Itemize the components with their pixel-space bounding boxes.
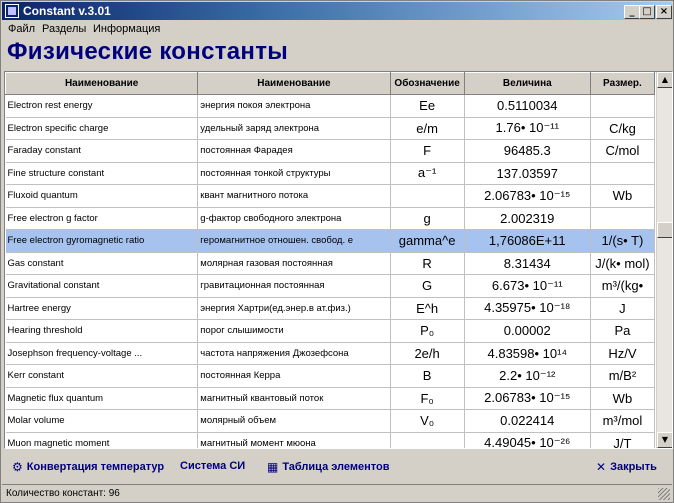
- page-title: Физические константы: [7, 38, 289, 65]
- cell-symbol[interactable]: R: [390, 252, 464, 275]
- cell-value[interactable]: 6.673• 10⁻¹¹: [464, 275, 590, 298]
- table-row[interactable]: [6, 95, 655, 118]
- cell-unit[interactable]: [590, 95, 654, 118]
- col-header-name-en[interactable]: Наименование: [6, 73, 198, 95]
- close-label: Закрыть: [610, 461, 657, 473]
- cell-name-en[interactable]: Fine structure constant: [6, 162, 198, 185]
- cell-symbol[interactable]: [390, 432, 464, 449]
- cell-unit[interactable]: m/B²: [590, 365, 654, 388]
- cell-value[interactable]: 137.03597: [464, 162, 590, 185]
- table-row[interactable]: [6, 387, 655, 410]
- cell-name-en[interactable]: Muon magnetic moment: [6, 432, 198, 449]
- convert-temperature-button[interactable]: [12, 460, 164, 474]
- cell-value[interactable]: 0.00002: [464, 320, 590, 343]
- cell-name-en[interactable]: Gas constant: [6, 252, 198, 275]
- cell-symbol[interactable]: e/m: [390, 117, 464, 140]
- si-system-button[interactable]: [180, 460, 245, 472]
- cell-unit[interactable]: J/(k• mol): [590, 252, 654, 275]
- table-row[interactable]: [6, 252, 655, 275]
- resize-grip-icon[interactable]: [658, 488, 670, 500]
- cell-value[interactable]: 4.83598• 10¹⁴: [464, 342, 590, 365]
- cell-value[interactable]: 96485.3: [464, 140, 590, 163]
- status-bar: [2, 484, 672, 502]
- table-row[interactable]: [6, 117, 655, 140]
- col-header-value[interactable]: Величина: [464, 73, 590, 95]
- cell-unit[interactable]: [590, 162, 654, 185]
- title-bar[interactable]: [2, 2, 672, 20]
- cell-unit[interactable]: m³/(kg•: [590, 275, 654, 298]
- cell-unit[interactable]: J/T: [590, 432, 654, 449]
- cell-unit[interactable]: C/mol: [590, 140, 654, 163]
- cell-symbol[interactable]: V₀: [390, 410, 464, 433]
- cell-name-ru[interactable]: молярная газовая постоянная: [198, 252, 390, 275]
- table-row[interactable]: [6, 275, 655, 298]
- scroll-thumb[interactable]: [657, 222, 673, 238]
- cell-value[interactable]: 0.5110034: [464, 95, 590, 118]
- cell-symbol[interactable]: G: [390, 275, 464, 298]
- cell-value[interactable]: 2.06783• 10⁻¹⁵: [464, 387, 590, 410]
- convert-temperature-label: Конвертация температур: [26, 461, 165, 473]
- table-row[interactable]: [6, 230, 655, 253]
- menu-info[interactable]: Информация: [93, 23, 161, 35]
- col-header-symbol[interactable]: Обозначение: [390, 73, 464, 95]
- col-header-unit[interactable]: Размер.: [590, 73, 654, 95]
- elements-table-label: Таблица элементов: [282, 461, 390, 473]
- cell-unit[interactable]: J: [590, 297, 654, 320]
- cell-name-ru[interactable]: магнитный квантовый поток: [198, 387, 390, 410]
- table-row[interactable]: [6, 207, 655, 230]
- cell-name-ru[interactable]: постоянная тонкой структуры: [198, 162, 390, 185]
- cell-name-en[interactable]: Josephson frequency-voltage ...: [6, 342, 198, 365]
- cell-name-en[interactable]: Fluxoid quantum: [6, 185, 198, 208]
- close-button[interactable]: [596, 460, 657, 474]
- cell-unit[interactable]: Pa: [590, 320, 654, 343]
- close-icon: ✕: [596, 460, 607, 474]
- cell-value[interactable]: 2.06783• 10⁻¹⁵: [464, 185, 590, 208]
- cell-value[interactable]: 1,76086E+11: [464, 230, 590, 253]
- cell-name-ru[interactable]: g-фактор свободного электрона: [198, 207, 390, 230]
- cell-symbol[interactable]: g: [390, 207, 464, 230]
- cell-name-ru[interactable]: энергия покоя электрона: [198, 95, 390, 118]
- cell-name-en[interactable]: Electron rest energy: [6, 95, 198, 118]
- cell-name-en[interactable]: Electron specific charge: [6, 117, 198, 140]
- scroll-down-icon[interactable]: ▼: [657, 432, 673, 448]
- cell-value[interactable]: 0.022414: [464, 410, 590, 433]
- bottom-toolbar: [2, 453, 672, 483]
- cell-unit[interactable]: Hz/V: [590, 342, 654, 365]
- cell-name-ru[interactable]: квант магнитного потока: [198, 185, 390, 208]
- cell-symbol[interactable]: gamma^e: [390, 230, 464, 253]
- elements-table-button[interactable]: [267, 460, 390, 474]
- cell-unit[interactable]: m³/mol: [590, 410, 654, 433]
- cell-symbol[interactable]: Ee: [390, 95, 464, 118]
- table-row[interactable]: [6, 432, 655, 449]
- cell-value[interactable]: 2.002319: [464, 207, 590, 230]
- table-row[interactable]: [6, 365, 655, 388]
- cell-name-ru[interactable]: молярный объем: [198, 410, 390, 433]
- table-row[interactable]: [6, 342, 655, 365]
- cell-unit[interactable]: Wb: [590, 185, 654, 208]
- cell-value[interactable]: 4.35975• 10⁻¹⁸: [464, 297, 590, 320]
- vertical-scrollbar[interactable]: [656, 72, 672, 448]
- cell-symbol[interactable]: F: [390, 140, 464, 163]
- header-row: [6, 73, 655, 95]
- menu-bar: [2, 20, 672, 38]
- cell-name-ru[interactable]: постоянная Фарадея: [198, 140, 390, 163]
- cell-name-ru[interactable]: частота напряжения Джозефсона: [198, 342, 390, 365]
- cell-unit[interactable]: C/kg: [590, 117, 654, 140]
- table-row[interactable]: [6, 140, 655, 163]
- cell-name-en[interactable]: Gravitational constant: [6, 275, 198, 298]
- cell-symbol[interactable]: E^h: [390, 297, 464, 320]
- cell-name-en[interactable]: Hartree energy: [6, 297, 198, 320]
- menu-sections[interactable]: Разделы: [42, 23, 87, 35]
- cell-symbol[interactable]: B: [390, 365, 464, 388]
- table-row[interactable]: [6, 410, 655, 433]
- table-row[interactable]: [6, 297, 655, 320]
- table-row[interactable]: [6, 320, 655, 343]
- cell-name-ru[interactable]: геромагнитное отношен. свобод. е: [198, 230, 390, 253]
- cell-value[interactable]: 8.31434: [464, 252, 590, 275]
- cell-value[interactable]: 4.49045• 10⁻²⁶: [464, 432, 590, 449]
- window-title: Constant v.3.01: [23, 4, 111, 18]
- cell-value[interactable]: 1.76• 10⁻¹¹: [464, 117, 590, 140]
- constants-count: Количество констант: 96: [6, 488, 120, 499]
- thermometer-icon: ⚙: [12, 460, 23, 474]
- cell-name-ru[interactable]: удельный заряд электрона: [198, 117, 390, 140]
- cell-name-en[interactable]: Hearing threshold: [6, 320, 198, 343]
- cell-name-en[interactable]: Free electron gyromagnetic ratio: [6, 230, 198, 253]
- cell-symbol[interactable]: a⁻¹: [390, 162, 464, 185]
- cell-value[interactable]: 2.2• 10⁻¹²: [464, 365, 590, 388]
- maximize-button[interactable]: □: [639, 5, 655, 19]
- cell-symbol[interactable]: [390, 185, 464, 208]
- cell-name-en[interactable]: Kerr constant: [6, 365, 198, 388]
- cell-unit[interactable]: [590, 207, 654, 230]
- cell-name-en[interactable]: Magnetic flux quantum: [6, 387, 198, 410]
- constants-table: [5, 72, 655, 449]
- cell-name-en[interactable]: Faraday constant: [6, 140, 198, 163]
- cell-name-ru[interactable]: постоянная Керра: [198, 365, 390, 388]
- si-system-label: Система СИ: [180, 460, 246, 472]
- menu-file[interactable]: Файл: [8, 23, 36, 35]
- table-row[interactable]: [6, 162, 655, 185]
- constants-grid[interactable]: [4, 71, 673, 449]
- cell-unit[interactable]: 1/(s• T): [590, 230, 654, 253]
- cell-symbol[interactable]: F₀: [390, 387, 464, 410]
- close-window-button[interactable]: ×: [656, 5, 672, 19]
- cell-symbol[interactable]: 2e/h: [390, 342, 464, 365]
- scroll-up-icon[interactable]: ▲: [657, 72, 673, 88]
- col-header-name-ru[interactable]: Наименование: [198, 73, 390, 95]
- table-icon: ▦: [267, 460, 279, 474]
- table-row[interactable]: [6, 185, 655, 208]
- cell-name-ru[interactable]: магнитный момент мюона: [198, 432, 390, 449]
- app-icon[interactable]: [5, 4, 19, 18]
- cell-unit[interactable]: Wb: [590, 387, 654, 410]
- cell-name-ru[interactable]: порог слышимости: [198, 320, 390, 343]
- cell-name-en[interactable]: Free electron g factor: [6, 207, 198, 230]
- minimize-button[interactable]: _: [624, 5, 640, 19]
- cell-name-en[interactable]: Molar volume: [6, 410, 198, 433]
- cell-symbol[interactable]: P₀: [390, 320, 464, 343]
- cell-name-ru[interactable]: гравитационная постоянная: [198, 275, 390, 298]
- cell-name-ru[interactable]: энергия Хартри(ед.энер.в ат.физ.): [198, 297, 390, 320]
